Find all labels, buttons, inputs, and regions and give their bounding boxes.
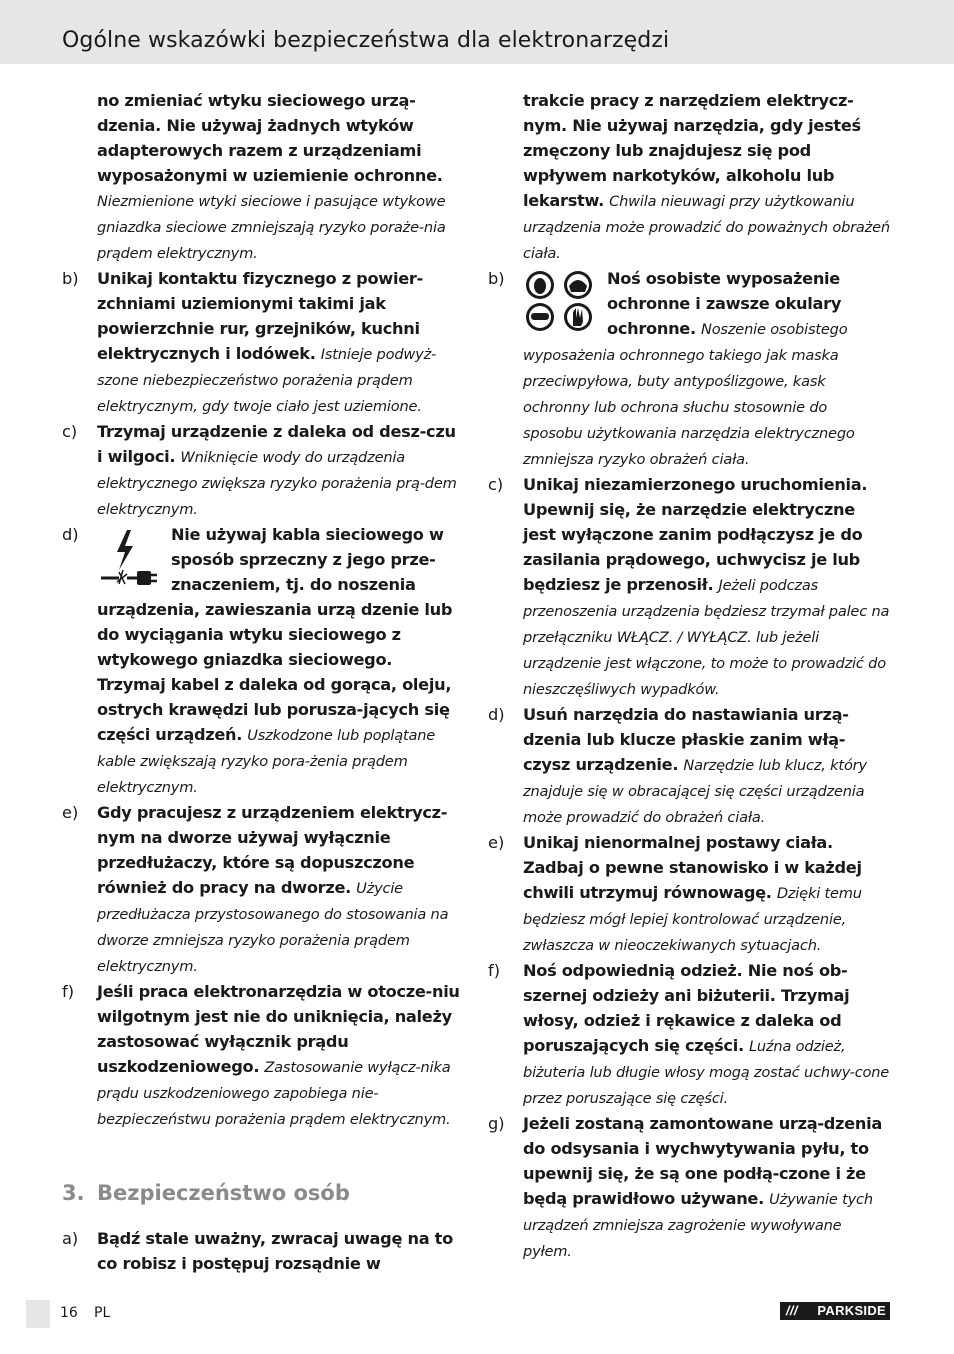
item-letter: d) [62,525,79,544]
list-item-e [62,800,464,979]
section-number: 3. [62,1181,85,1205]
paragraph-intro [488,88,890,266]
italic-text: Chwila nieuwagi przy użytkowaniu urządzenia może prowadzić do poważnych obrażeń ciała. [523,193,890,262]
bold-text: Usuń narzędzia do nastawiania urzą-dzenia lub klucze płaskie zanim włą-czysz urządzenie. [523,705,849,774]
brand-logo [780,1302,890,1320]
bold-text: Unikaj nienormalnej postawy ciała. Zadbaj o pewne stanowisko i w każdej chwili utrzymuj równowagę. [523,833,862,902]
item-letter: e) [62,803,79,822]
italic-text: Noszenie osobistego wyposażenia ochronnego takiego jak maska przeciwpyłowa, buty antypoślizgowe, kask ochronny lub ochrona słuchu stosownie do sposobu użytkowania narzędzia elektrycznego zmniejsza ryzyko obrażeń ciała. [523,321,855,468]
brand-name: PARKSIDE [817,1303,886,1318]
italic-text: Uszkodzone lub poplątane kable zwiększają ryzyko pora-żenia prądem elektrycznym. [97,727,436,796]
protective-equipment-icons [523,270,597,339]
italic-text: Jeżeli podczas przenoszenia urządzenia będziesz trzymał palec na przełączniku WŁĄCZ. / WYŁĄCZ. lub jeżeli urządzenie jest włączone, to może to prowadzić do nieszczęśliwych wypadków. [523,577,890,698]
item-letter: g) [488,1114,505,1133]
list-item-d [62,522,464,800]
item-letter: a) [62,1229,79,1248]
bold-text: no zmieniać wtyku sieciowego urzą-dzenia. Nie używaj żadnych wtyków adapterowych razem z urządzeniami wyposażonymi w uziemienie ochronne. [97,91,443,185]
page-number: 16 [60,1305,78,1321]
bold-text: Noś odpowiednią odzież. Nie noś ob-szernej odzieży ani biżuterii. Trzymaj włosy, odzież i rękawice z daleka od poruszających się części. [523,961,850,1055]
language-code: PL [94,1305,111,1321]
list-item-d [488,702,890,830]
bold-text: Noś osobiste wyposażenie ochronne i zawsze okulary ochronne. [607,269,842,338]
italic-text: Niezmienione wtyki sieciowe i pasujące wtykowe gniazdka sieciowe zmniejszają ryzyko poraże-nia prądem elektrycznym. [97,193,446,262]
list-item-e [488,830,890,958]
item-letter: d) [488,705,505,724]
section-heading [62,1178,464,1208]
italic-text: Luźna odzież, biżuteria lub długie włosy mogą zostać uchwy-cone przez poruszające się części. [523,1038,890,1107]
italic-text: Narzędzie lub klucz, który znajduje się w obracającej się części urządzenia może prowadzić do obrażeń ciała. [523,757,867,826]
italic-text: Użycie przedłużacza przystosowanego do stosowania na dworze zmniejsza ryzyko porażenia prądem elektrycznym. [97,880,449,975]
right-column [488,88,890,1264]
item-letter: b) [488,269,505,288]
italic-text: Istnieje podwyż-szone niebezpieczeństwo porażenia prądem elektrycznym, gdy twoje ciało jest uziemione. [97,346,437,415]
bold-text: Unikaj niezamierzonego uruchomienia. Upewnij się, że narzędzie elektryczne jest wyłączone zanim podłączysz je do zasilania prądowego, uchwycisz je lub będziesz je przenosił. [523,475,868,594]
paragraph-intro [62,88,464,266]
italic-text: Zastosowanie wyłącz-nika prądu uszkodzeniowego zapobiega nie-bezpieczeństwu porażenia prądem elektrycznym. [97,1059,451,1128]
list-item-b [488,266,890,472]
item-letter: e) [488,833,505,852]
bold-text: Bądź stale uważny, zwracaj uwagę na to co robisz i postępuj rozsądnie w [97,1229,453,1273]
list-item-g [488,1111,890,1264]
item-letter: f) [62,982,75,1001]
item-letter: b) [62,269,79,288]
bold-text: Jeżeli zostaną zamontowane urzą-dzenia do odsysania i wychwytywania pyłu, to upewnij się, że są one podłą-czone i że będą prawidłowo używane. [523,1114,882,1208]
italic-text: Używanie tych urządzeń zmniejsza zagrożenie wywoływane pyłem. [523,1191,873,1260]
footer-page-marker [26,1300,50,1328]
brand-mark: /// [786,1303,798,1318]
page-title: Ogólne wskazówki bezpieczeństwa dla elektronarzędzi [62,28,670,53]
section-title: Bezpieczeństwo osób [97,1181,350,1205]
bold-text: Gdy pracujesz z urządzeniem elektrycz-nym na dworze używaj wyłącznie przedłużaczy, które są dopuszczone również do pracy na dworze. [97,803,448,897]
bold-text: trakcie pracy z narzędziem elektrycz-nym. Nie używaj narzędzia, gdy jesteś zmęczony lub znajdujesz się pod wpływem narkotyków, alkoholu lub lekarstw. [523,91,861,210]
italic-text: Wniknięcie wody do urządzenia elektrycznego zwiększa ryzyko porażenia prą-dem elektrycznym. [97,449,457,518]
list-item-c [62,419,464,522]
list-item-f [488,958,890,1111]
bold-text: Nie używaj kabla sieciowego w sposób sprzeczny z jego prze-znaczeniem, tj. do noszenia urządzenia, zawieszania urzą dzenie lub do wyciągania wtyku sieciowego z wtykowego gniazdka sieciowego. Trzymaj kabel z daleka od gorąca, oleju, ostrych krawędzi lub porusza-jących się części urządzeń. [97,525,453,744]
item-letter: c) [62,422,78,441]
bold-text: Unikaj kontaktu fizycznego z powier-zchniami uziemionymi takimi jak powierzchnie rur, grzejników, kuchni elektrycznych i lodówek. [97,269,423,363]
bold-text: Trzymaj urządzenie z daleka od desz-czu i wilgoci. [97,422,456,466]
bold-text: Jeśli praca elektronarzędzia w otocze-niu wilgotnym jest nie do uniknięcia, należy zastosować wyłącznik prądu uszkodzeniowego. [97,982,460,1076]
list-item-b [62,266,464,419]
list-item-a [62,1226,464,1276]
damaged-cable-warning-icon [97,526,161,597]
page-header [0,0,954,64]
list-item-f [62,979,464,1132]
left-column [62,88,464,1276]
item-letter: f) [488,961,501,980]
list-item-c [488,472,890,702]
item-letter: c) [488,475,504,494]
italic-text: Dzięki temu będziesz mógł lepiej kontrolować urządzenie, zwłaszcza w nieoczekiwanych sytuacjach. [523,885,862,954]
